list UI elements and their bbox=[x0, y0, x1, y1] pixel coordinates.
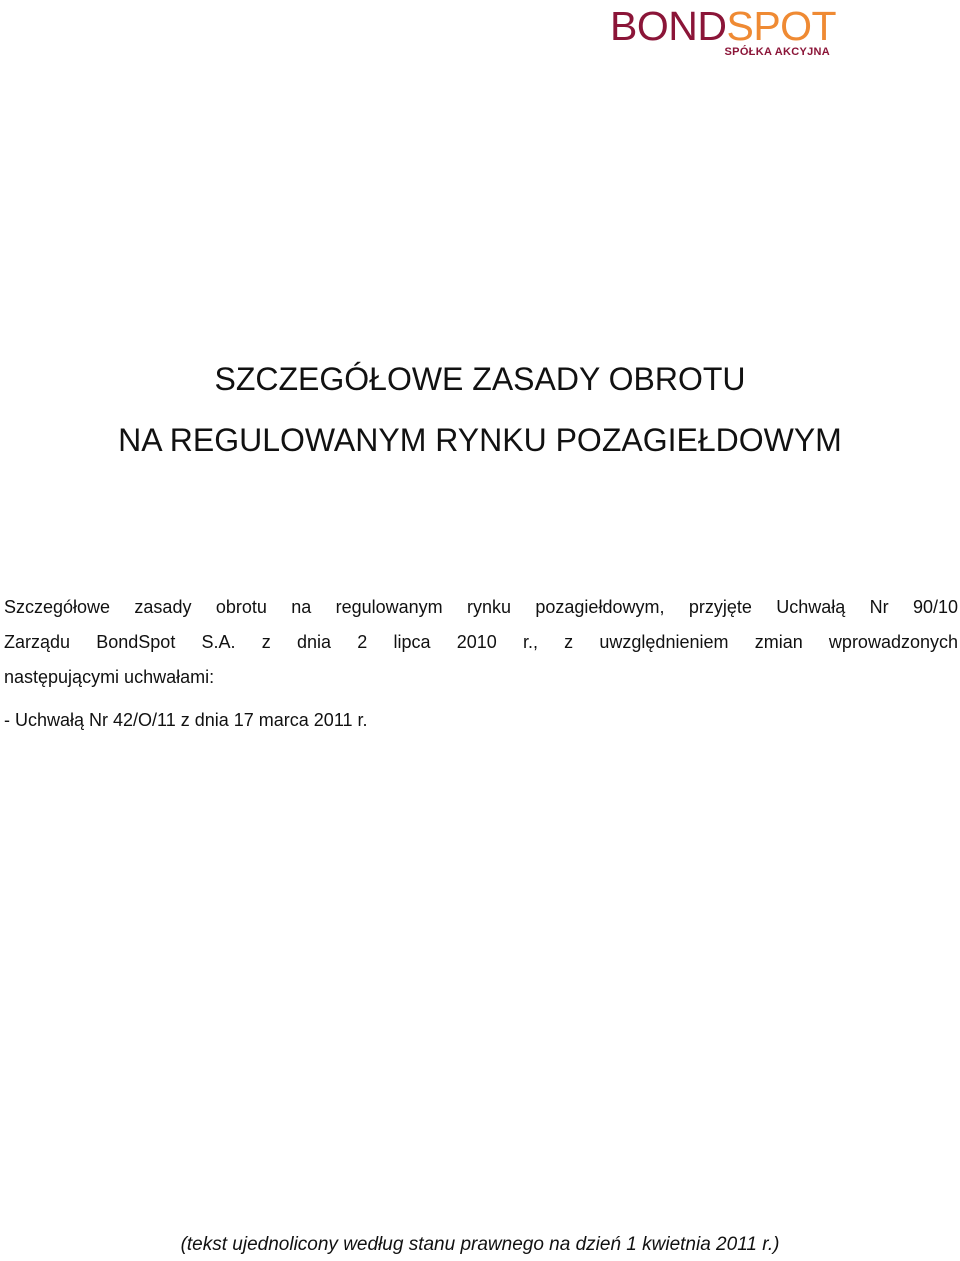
intro-line-1: Szczegółowe zasady obrotu na regulowanym rynku pozagiełdowym, przyjęte Uchwałą Nr 90/10 bbox=[4, 597, 958, 617]
logo-wordmark bbox=[610, 4, 836, 48]
logo-word-spot: SPOT bbox=[726, 3, 837, 49]
document-title-line-1: SZCZEGÓŁOWE ZASADY OBROTU bbox=[214, 361, 746, 397]
amendment-item: - Uchwałą Nr 42/O/11 z dnia 17 marca 2011 r. bbox=[4, 710, 368, 730]
document-title-line-2: NA REGULOWANYM RYNKU POZAGIEŁDOWYM bbox=[118, 422, 842, 458]
intro-line-2: Zarządu BondSpot S.A. z dnia 2 lipca 2010 r., z uwzględnieniem zmian wprowadzonych bbox=[4, 632, 958, 652]
intro-line-3: następującymi uchwałami: bbox=[4, 667, 215, 687]
logo-word-bond: BOND bbox=[610, 3, 727, 49]
consolidated-text-note: (tekst ujednolicony według stanu prawnego na dzień 1 kwietnia 2011 r.) bbox=[180, 1234, 780, 1255]
bondspot-logo bbox=[610, 4, 842, 62]
logo-subtitle: SPÓŁKA AKCYJNA bbox=[724, 46, 830, 58]
